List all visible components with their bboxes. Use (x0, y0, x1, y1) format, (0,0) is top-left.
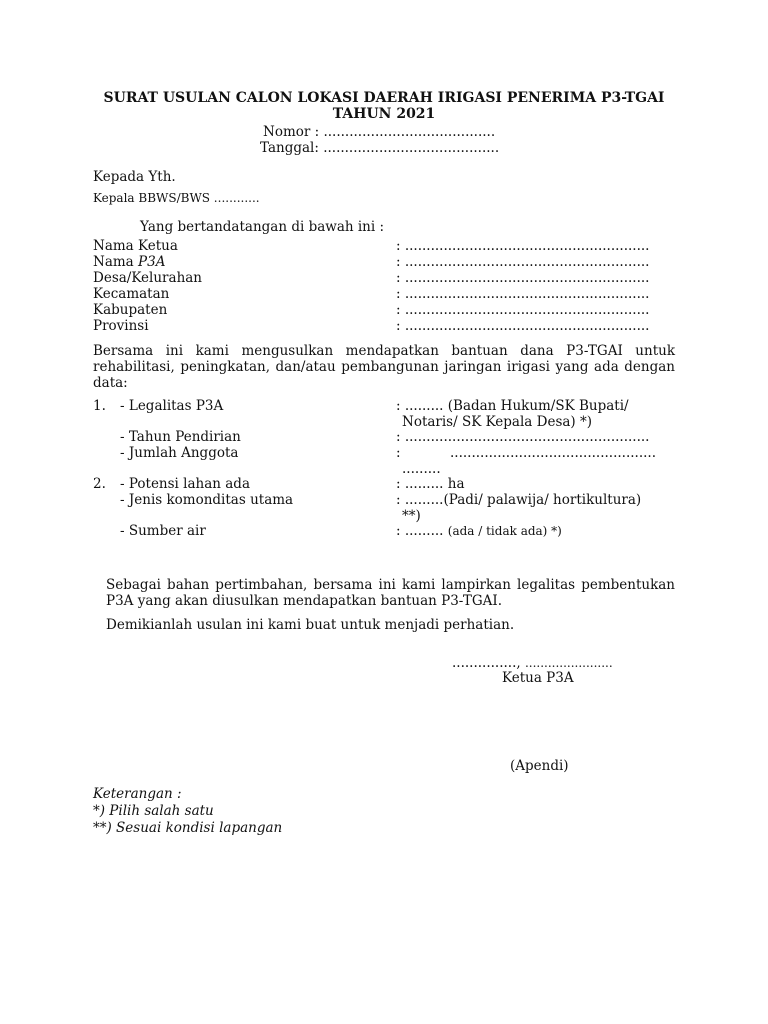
paragraph-request: Bersama ini kami mengusulkan mendapatkan bantuan dana P3-TGAI untuk rehabilitasi, peningkatan, dan/atau pembangunan jaringan irigasi yang ada dengan data: (93, 343, 675, 391)
field-value-desa: : ......................................................... (396, 270, 650, 286)
paragraph-closing: Demikianlah usulan ini kami buat untuk menjadi perhatian. (106, 617, 515, 633)
nomor-field: Nomor : ........................................ (263, 124, 496, 140)
document-year: TAHUN 2021 (332, 106, 436, 122)
field-value-provinsi: : ......................................................... (396, 318, 650, 334)
item-tahun-value: : ......................................................... (396, 429, 650, 445)
place-date (452, 655, 613, 671)
notes-heading: Keterangan : (93, 786, 182, 802)
item-legalitas: - Legalitas P3A (120, 398, 224, 414)
paragraph-attachment: Sebagai bahan pertimbahan, bersama ini kami lampirkan legalitas pembentukan P3A yang akan diusulkan mendapatkan bantuan P3-TGAI. (106, 577, 675, 609)
field-label-kecamatan: Kecamatan (93, 286, 170, 302)
label-prefix: Nama (93, 254, 139, 270)
item-jenis-value-cont: **) (402, 508, 421, 524)
recipient-name: Kepala BBWS/BWS ............ (93, 191, 260, 205)
item-tahun: - Tahun Pendirian (120, 429, 241, 445)
field-label-desa: Desa/Kelurahan (93, 270, 203, 286)
signatory-role: Ketua P3A (502, 670, 574, 686)
recipient-greeting: Kepada Yth. (93, 169, 176, 185)
field-value-nama-ketua: : ......................................................... (396, 238, 650, 254)
list-number-2: 2. (93, 476, 106, 492)
field-label-nama-ketua: Nama Ketua (93, 238, 178, 254)
item-sumber: - Sumber air (120, 523, 206, 539)
intro-text: Yang bertandatangan di bawah ini : (140, 219, 385, 235)
item-potensi-value: : ......... ha (396, 476, 465, 492)
item-jumlah: - Jumlah Anggota (120, 445, 239, 461)
item-jumlah-value-cont: ......... (402, 461, 441, 477)
date-dots: ....................... (524, 656, 613, 670)
sumber-options: (ada / tidak ada) *) (447, 524, 562, 538)
place-dots: ..............., (452, 655, 525, 671)
field-value-kecamatan: : ......................................................... (396, 286, 650, 302)
label-italic: P3A (138, 254, 166, 270)
item-legalitas-value: : ......... (Badan Hukum/SK Bupati/ (396, 398, 629, 414)
document-title: SURAT USULAN CALON LOKASI DAERAH IRIGASI PENERIMA P3-TGAI (103, 90, 665, 106)
field-value-kabupaten: : ......................................................... (396, 302, 650, 318)
list-number-1: 1. (93, 398, 106, 414)
item-sumber-value (396, 523, 562, 539)
sumber-dots: : ......... (396, 523, 448, 539)
note-1: *) Pilih salah satu (93, 803, 214, 819)
note-2: **) Sesuai kondisi lapangan (93, 820, 283, 836)
field-label-nama-p3a (93, 254, 165, 270)
tanggal-field: Tanggal: ......................................... (260, 140, 500, 156)
item-legalitas-value-cont: Notaris/ SK Kepala Desa) *) (402, 414, 593, 430)
field-label-kabupaten: Kabupaten (93, 302, 168, 318)
field-value-nama-p3a: : ......................................................... (396, 254, 650, 270)
item-jumlah-value: ................................................ (450, 445, 656, 461)
item-potensi: - Potensi lahan ada (120, 476, 250, 492)
signatory-name: (Apendi) (510, 758, 569, 774)
item-jenis: - Jenis komonditas utama (120, 492, 294, 508)
item-jenis-value: : .........(Padi/ palawija/ hortikultura) (396, 492, 642, 508)
field-label-provinsi: Provinsi (93, 318, 149, 334)
item-jumlah-colon: : (396, 445, 401, 461)
